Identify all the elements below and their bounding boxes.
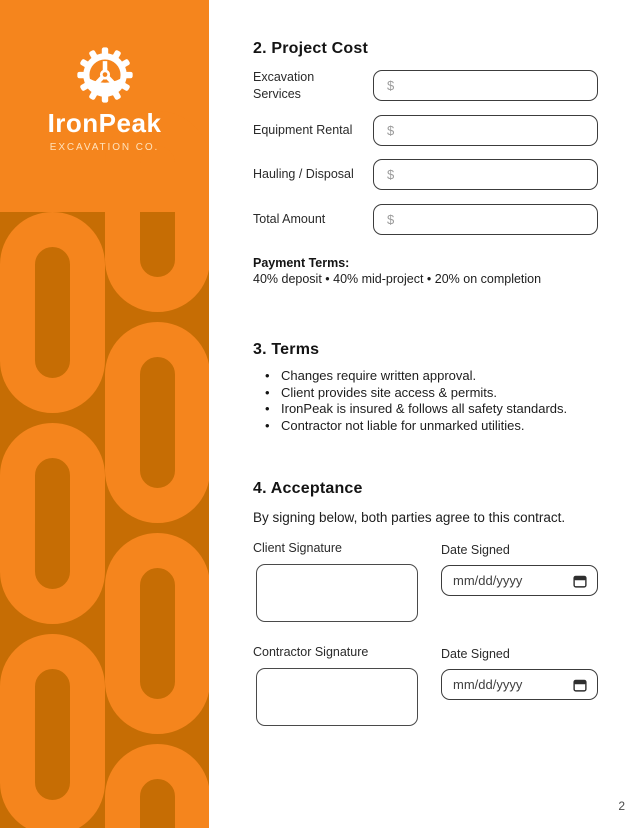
contractor-date-signed-field[interactable] (441, 669, 598, 700)
terms-item: • Client provides site access & permits. (253, 385, 567, 402)
gear-mountain-icon (75, 45, 135, 105)
field-row-equipment-rental (253, 115, 598, 146)
contractor-date-input[interactable] (453, 677, 567, 692)
field-label: Equipment Rental (253, 123, 353, 138)
brand-logo (0, 45, 209, 153)
payment-terms-label: Payment Terms: (253, 256, 350, 270)
terms-list (253, 368, 567, 434)
client-date-signed-field[interactable] (441, 565, 598, 596)
page-number: 2 (618, 799, 625, 813)
section-title-terms: 3. Terms (253, 341, 320, 358)
client-signature-field[interactable] (256, 564, 418, 622)
field-label: Excavation Services (253, 70, 315, 101)
terms-item: • Changes require written approval. (253, 368, 567, 385)
total-amount-input[interactable] (373, 204, 598, 235)
contractor-signature-label: Contractor Signature (253, 645, 369, 659)
field-label: Total Amount (253, 212, 326, 227)
terms-item: • IronPeak is insured & follows all safety standards. (253, 401, 567, 418)
excavation-services-input[interactable] (373, 70, 598, 101)
brand-name: IronPeak (47, 108, 162, 138)
payment-terms (253, 255, 541, 287)
equipment-rental-input[interactable] (373, 115, 598, 146)
acceptance-intro: By signing below, both parties agree to this contract. (253, 510, 566, 525)
sidebar (0, 0, 209, 828)
payment-terms-text: 40% deposit • 40% mid-project • 20% on completion (253, 272, 542, 286)
client-signature-label: Client Signature (253, 541, 342, 555)
field-row-hauling-disposal (253, 159, 598, 190)
contractor-date-signed-label: Date Signed (441, 647, 510, 661)
field-row-total-amount (253, 204, 598, 235)
hauling-disposal-input[interactable] (373, 159, 598, 190)
terms-item: • Contractor not liable for unmarked utilities. (253, 418, 567, 435)
calendar-icon[interactable] (573, 678, 587, 692)
brand-tagline: EXCAVATION CO. (49, 141, 160, 153)
contractor-signature-field[interactable] (256, 668, 418, 726)
field-row-excavation-services (253, 70, 598, 101)
calendar-icon[interactable] (573, 574, 587, 588)
field-label: Hauling / Disposal (253, 167, 354, 182)
client-date-signed-label: Date Signed (441, 543, 510, 557)
client-date-input[interactable] (453, 573, 567, 588)
section-title-project-cost: 2. Project Cost (253, 40, 369, 57)
section-title-acceptance: 4. Acceptance (253, 480, 363, 497)
